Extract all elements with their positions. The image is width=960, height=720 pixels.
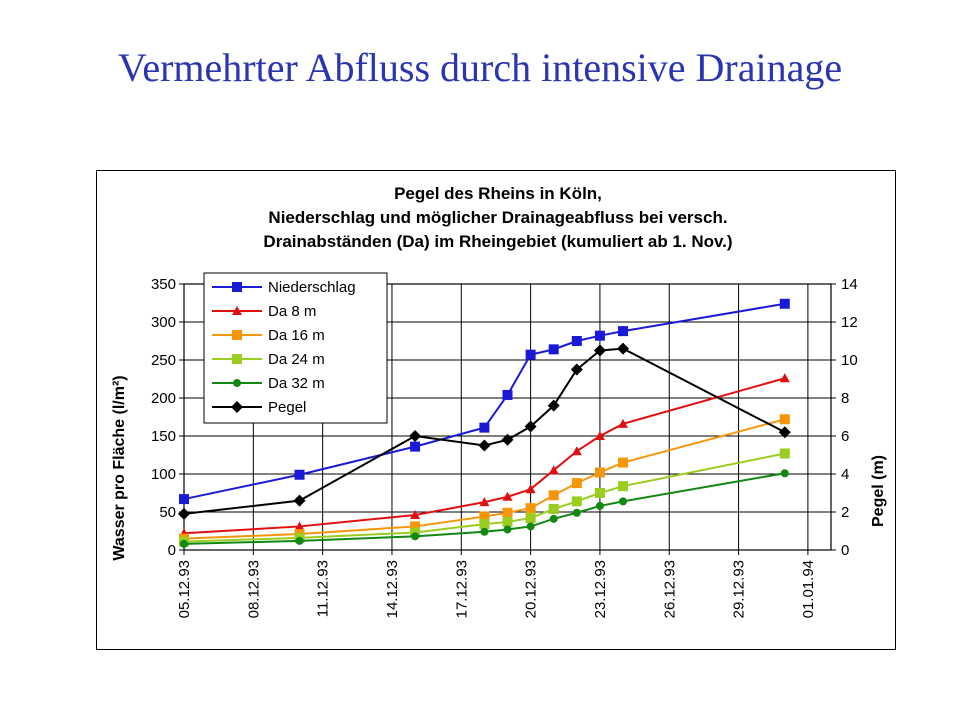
x-tick-label: 23.12.93	[591, 560, 609, 619]
dot-marker	[411, 532, 419, 540]
dot-marker	[296, 537, 304, 545]
y2-tick-label: 4	[841, 466, 850, 483]
y2-tick-label: 6	[841, 428, 850, 445]
y-axis-label-right: Pegel (m)	[870, 454, 887, 528]
dot-marker	[180, 540, 188, 548]
square-marker	[232, 330, 242, 340]
square-marker	[232, 354, 242, 364]
square-marker	[503, 390, 513, 400]
square-marker	[479, 423, 489, 433]
dot-marker	[573, 509, 581, 517]
x-tick-label: 05.12.93	[176, 560, 193, 619]
legend-label: Pegel	[268, 399, 307, 416]
square-marker	[526, 513, 536, 523]
legend-label: Da 24 m	[268, 351, 325, 368]
square-marker	[780, 414, 790, 424]
y-tick-label: 150	[150, 428, 176, 445]
x-tick-label: 14.12.93	[383, 560, 401, 619]
y-tick-label: 200	[150, 390, 176, 407]
legend-label: Niederschlag	[268, 279, 356, 296]
x-tick-label: 26.12.93	[661, 560, 679, 619]
square-marker	[295, 470, 305, 480]
y-tick-label: 0	[167, 542, 176, 559]
chart-svg	[97, 171, 897, 651]
dot-marker	[596, 502, 604, 510]
y2-tick-label: 10	[841, 352, 858, 369]
square-marker	[595, 467, 605, 477]
diamond-marker	[478, 440, 490, 452]
y-tick-label: 350	[150, 276, 176, 293]
chart-title-line-2: Niederschlag und möglicher Drainageabfluss bei versch.	[268, 208, 728, 227]
diamond-marker	[294, 495, 306, 507]
square-marker	[572, 496, 582, 506]
y-tick-label: 250	[150, 352, 176, 369]
chart-title-line-1: Pegel des Rheins in Köln,	[394, 184, 602, 203]
legend-label: Da 32 m	[268, 375, 325, 392]
legend	[204, 273, 387, 423]
triangle-marker	[572, 446, 582, 455]
x-tick-label: 17.12.93	[453, 560, 471, 619]
dot-marker	[527, 522, 535, 530]
y2-tick-label: 12	[841, 314, 858, 331]
square-marker	[479, 519, 489, 529]
square-marker	[549, 490, 559, 500]
legend-label: Da 8 m	[268, 303, 317, 320]
chart-frame	[96, 170, 896, 650]
y2-tick-label: 14	[841, 276, 858, 293]
square-marker	[503, 508, 513, 518]
y-axis-label-left: Wasser pro Fläche (l/m²)	[111, 375, 128, 561]
slide-title: Vermehrter Abfluss durch intensive Drainage	[117, 45, 843, 90]
square-marker	[780, 299, 790, 309]
x-tick-label: 08.12.93	[245, 560, 263, 619]
chart-title-line-3: Drainabständen (Da) im Rheingebiet (kumuliert ab 1. Nov.)	[263, 232, 733, 251]
x-tick-label: 11.12.93	[314, 560, 332, 618]
square-marker	[410, 442, 420, 452]
dot-marker	[233, 379, 241, 387]
y-tick-label: 300	[150, 314, 176, 331]
dot-marker	[781, 469, 789, 477]
square-marker	[595, 488, 605, 498]
square-marker	[549, 504, 559, 514]
dot-marker	[480, 528, 488, 536]
square-marker	[526, 350, 536, 360]
y-tick-label: 50	[159, 504, 176, 521]
diamond-marker	[617, 343, 629, 355]
y2-tick-label: 2	[841, 504, 850, 521]
x-tick-label: 29.12.93	[730, 560, 748, 619]
square-marker	[780, 448, 790, 458]
square-marker	[618, 458, 628, 468]
square-marker	[503, 517, 513, 527]
dot-marker	[550, 515, 558, 523]
square-marker	[232, 282, 242, 292]
y2-tick-label: 8	[841, 390, 850, 407]
diamond-marker	[409, 430, 421, 442]
triangle-marker	[780, 373, 790, 382]
legend-label: Da 16 m	[268, 327, 325, 344]
square-marker	[618, 481, 628, 491]
square-marker	[572, 478, 582, 488]
square-marker	[549, 344, 559, 354]
square-marker	[618, 326, 628, 336]
y2-tick-label: 0	[841, 542, 850, 559]
dot-marker	[504, 525, 512, 533]
diamond-marker	[178, 508, 190, 520]
x-tick-label: 01.01.94	[799, 560, 817, 619]
square-marker	[179, 494, 189, 504]
square-marker	[572, 336, 582, 346]
y-tick-label: 100	[150, 466, 176, 483]
x-tick-label: 20.12.93	[522, 560, 540, 619]
square-marker	[526, 503, 536, 513]
square-marker	[595, 331, 605, 341]
dot-marker	[619, 497, 627, 505]
